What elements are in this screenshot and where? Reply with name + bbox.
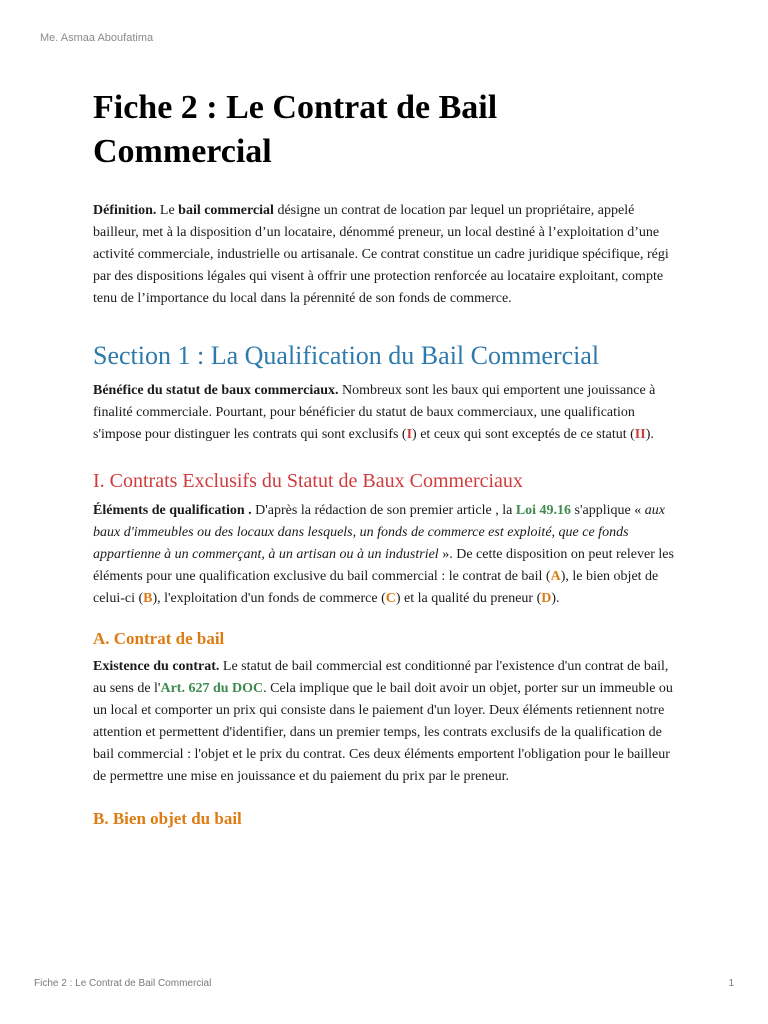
part-1-text-5: ), l'exploitation d'un fonds de commerce ( bbox=[152, 591, 386, 606]
section-1-paragraph bbox=[93, 380, 675, 446]
subsection-a-label: Existence du contrat. bbox=[93, 659, 220, 674]
document-body bbox=[93, 86, 675, 836]
definition-label: Définition. bbox=[93, 203, 157, 218]
document-title: Fiche 2 : Le Contrat de Bail Commercial bbox=[93, 89, 498, 170]
section-1-heading: Section 1 : La Qualification du Bail Commercial bbox=[93, 341, 600, 370]
part-1-text-3: ». De cette disposition on peut relever les éléments pour une qualification exclusive du bail commercial : le contrat de bail ( bbox=[93, 547, 674, 584]
section-1-text-2: ) et ceux qui sont exceptés de ce statut ( bbox=[412, 427, 635, 442]
definition-text-2: désigne un contrat de location par lequel un propriétaire, appelé bailleur, met à la disposition d’un locataire, dénommé preneur, un local destiné à l’exploitation d’une activité commerciale, industrielle ou artisanale. Ce contrat constitue un cadre juridique spécifique, régi par des dispositions légales qui visent à offrir une protection renforcée au locataire exploitant, compte tenu de l’importance du local dans la pérennité de son fonds de commerce. bbox=[93, 203, 669, 306]
law-reference: Loi 49.16 bbox=[515, 503, 572, 518]
law-quote: aux baux d'immeubles ou des locaux dans lesquels, un fonds de commerce est exploité, que ce fonds appartienne à un commerçant, à un artisan ou à un industriel bbox=[93, 503, 665, 562]
ref-B: B bbox=[143, 591, 153, 606]
part-1-text-4: ), le bien objet de celui-ci ( bbox=[93, 569, 659, 606]
part-1-heading: I. Contrats Exclusifs du Statut de Baux Commerciaux bbox=[93, 470, 523, 492]
section-1-label: Bénéfice du statut de baux commerciaux. bbox=[93, 383, 339, 398]
part-1-paragraph bbox=[93, 500, 675, 610]
definition-term: bail commercial bbox=[178, 203, 274, 218]
part-1-text-1: D'après la rédaction de son premier article , la bbox=[251, 503, 516, 518]
subsection-a-text-1: Le statut de bail commercial est conditionné par l'existence d'un contrat de bail, au sens de l' bbox=[93, 659, 669, 696]
definition-paragraph bbox=[93, 200, 675, 310]
footer-document-title: Fiche 2 : Le Contrat de Bail Commercial bbox=[34, 978, 212, 989]
footer-page-number: 1 bbox=[728, 978, 734, 989]
ref-A: A bbox=[550, 569, 561, 584]
subsection-a-heading: A. Contrat de bail bbox=[93, 629, 225, 648]
subsection-b-heading: B. Bien objet du bail bbox=[93, 809, 242, 828]
part-1-label: Éléments de qualification . bbox=[93, 503, 252, 518]
page-header-author: Me. Asmaa Aboufatima bbox=[40, 32, 154, 44]
part-1-text-7: ). bbox=[551, 591, 560, 606]
ref-II: II bbox=[634, 427, 646, 442]
part-1-text-2: s'applique « bbox=[571, 503, 645, 518]
article-reference: Art. 627 du DOC bbox=[160, 681, 264, 696]
ref-I: I bbox=[406, 427, 413, 442]
section-1-text-1: Nombreux sont les baux qui emportent une jouissance à finalité commerciale. Pourtant, pour bénéficier du statut de baux commerciaux, une qualification s'impose pour distinguer les contrats qui sont exclusifs ( bbox=[93, 383, 656, 442]
subsection-a-paragraph bbox=[93, 656, 675, 788]
ref-D: D bbox=[541, 591, 552, 606]
definition-text-1: Le bbox=[156, 203, 179, 218]
subsection-a-text-2: . Cela implique que le bail doit avoir un objet, porter sur un immeuble ou un local et comporter un prix qui consiste dans le paiement d'un loyer. Deux éléments retiennent notre attention et permettent d'identifier, dans un premier temps, les contrats exclusifs de la qualification de bail commercial : l'objet et le prix du contrat. Ces deux éléments emportent l'obligation pour le bailleur de permettre une mise en jouissance et du paiement du prix par le preneur. bbox=[93, 681, 673, 784]
part-1-text-6: ) et la qualité du preneur ( bbox=[395, 591, 542, 606]
section-1-text-3: ). bbox=[645, 427, 654, 442]
ref-C: C bbox=[385, 591, 396, 606]
